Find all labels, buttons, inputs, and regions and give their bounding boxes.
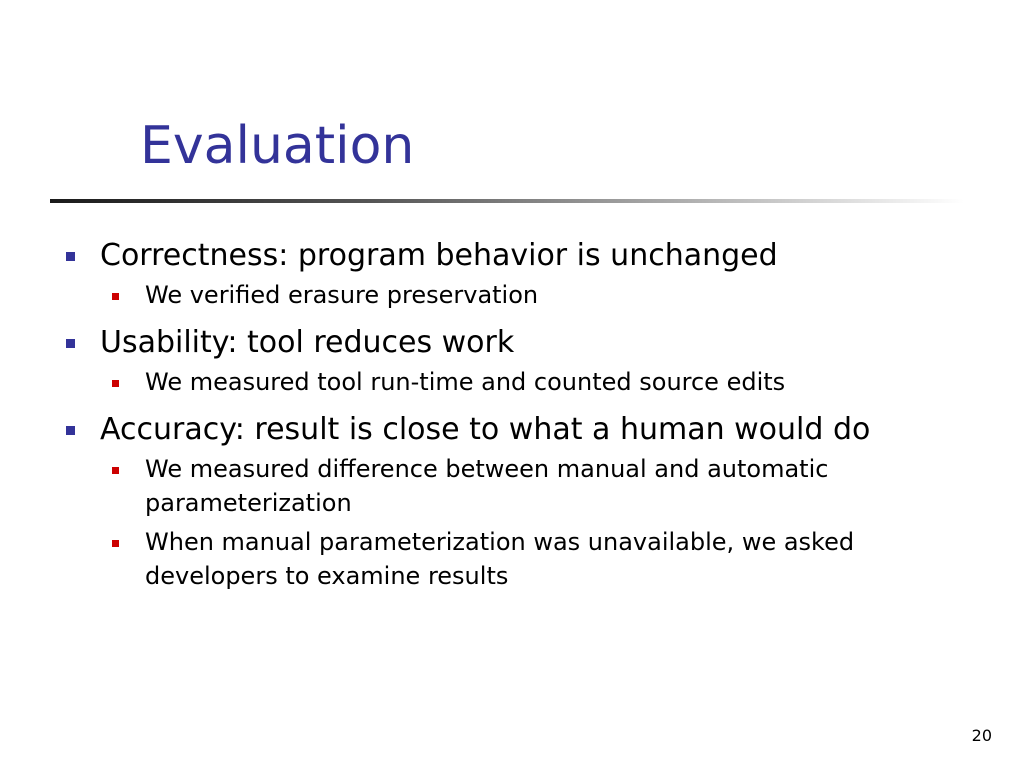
square-sub-bullet-icon	[112, 380, 119, 387]
square-bullet-icon	[66, 252, 75, 261]
bullet-item-correctness	[66, 236, 966, 276]
sub-bullet-text: We measured tool run-time and counted source edits	[145, 368, 786, 396]
bullet-item-accuracy	[66, 410, 966, 450]
square-bullet-icon	[66, 426, 75, 435]
sub-bullet-item	[112, 278, 966, 312]
title-divider	[50, 199, 964, 203]
sub-bullet-text: We measured difference between manual and automatic parameterization	[145, 455, 829, 517]
square-sub-bullet-icon	[112, 467, 119, 474]
page-number: 20	[971, 726, 992, 745]
square-sub-bullet-icon	[112, 293, 119, 300]
bullet-text: Usability: tool reduces work	[100, 325, 515, 360]
bullet-item-usability	[66, 323, 966, 363]
square-sub-bullet-icon	[112, 540, 119, 547]
sub-bullet-item	[112, 365, 966, 399]
bullet-text: Accuracy: result is close to what a human would do	[100, 412, 871, 447]
bullet-text: Correctness: program behavior is unchanged	[100, 238, 778, 273]
sub-bullet-item	[112, 525, 966, 593]
square-bullet-icon	[66, 339, 75, 348]
bullet-list	[66, 236, 966, 593]
sub-bullet-item	[112, 452, 966, 520]
sub-bullet-text: We verified erasure preservation	[145, 281, 539, 309]
slide-title: Evaluation	[140, 116, 415, 176]
sub-bullet-text: When manual parameterization was unavailable, we asked developers to examine results	[145, 528, 855, 590]
